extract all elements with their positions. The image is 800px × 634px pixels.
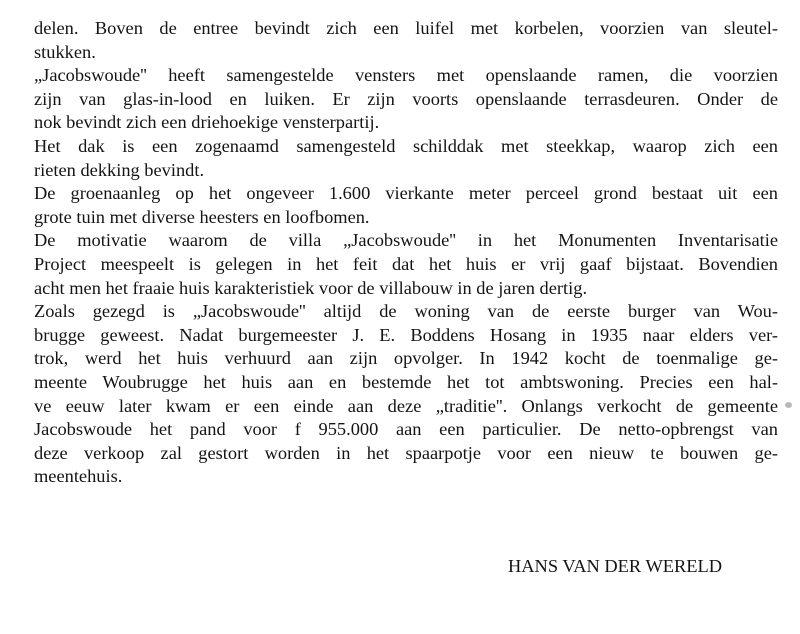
text-line: meentehuis. [34,466,123,487]
text-line: rieten dekking bevindt. [34,159,205,180]
article-body [34,17,778,489]
text-line: Jacobswoude het pand voor f 955.000 aan een particulier. De netto-opbrengst van [34,419,778,440]
text-line: trok, werd het huis verhuurd aan zijn opvolger. In 1942 kocht de toenmalige ge- [34,348,778,369]
author-signature: HANS VAN DER WERELD [508,556,723,576]
paragraph-windows [34,64,778,135]
text-line: grote tuin met diverse heesters en loofbomen. [34,206,370,227]
text-line: ve eeuw later kwam er een einde aan deze „traditie''. Onlangs verkocht de gemeente [34,395,778,416]
text-line: Het dak is een zogenaamd samengesteld schilddak met steekkap, waarop zich een [34,135,778,156]
text-line: „Jacobswoude'' heeft samengestelde vensters met openslaande ramen, die voorzien [34,65,778,86]
text-line: De motivatie waarom de villa „Jacobswoude'' in het Monumenten Inventarisatie [34,230,778,251]
text-line: stukken. [34,41,96,62]
text-line: Zoals gezegd is „Jacobswoude'' altijd de woning van de eerste burger van Wou- [34,301,778,322]
text-line: meente Woubrugge het huis aan en bestemde het tot ambtswoning. Precies een hal- [34,371,778,392]
paragraph-history [34,300,778,489]
text-line: nok bevindt zich een driehoekige vensterpartij. [34,112,380,133]
paragraph-garden [34,182,778,229]
text-line: brugge geweest. Nadat burgemeester J. E. Boddens Hosang in 1935 naar elders ver- [34,324,778,345]
text-line: Project meespeelt is gelegen in het feit dat het huis er vrij gaaf bijstaat. Bovendien [34,253,778,274]
paragraph-motivation [34,229,778,300]
text-line: De groenaanleg op het ongeveer 1.600 vierkante meter perceel grond bestaat uit een [34,183,778,204]
paragraph-entrance [34,17,778,64]
paragraph-roof [34,135,778,182]
text-line: deze verkoop zal gestort worden in het spaarpotje voor een nieuw te bouwen ge- [34,442,778,463]
scan-speck [785,402,792,408]
text-line: acht men het fraaie huis karakteristiek voor de villabouw in de jaren dertig. [34,277,588,298]
text-line: delen. Boven de entree bevindt zich een luifel met korbelen, voorzien van sleutel- [34,18,778,38]
text-line: zijn van glas-in-lood en luiken. Er zijn voorts openslaande terrasdeuren. Onder de [34,88,778,109]
